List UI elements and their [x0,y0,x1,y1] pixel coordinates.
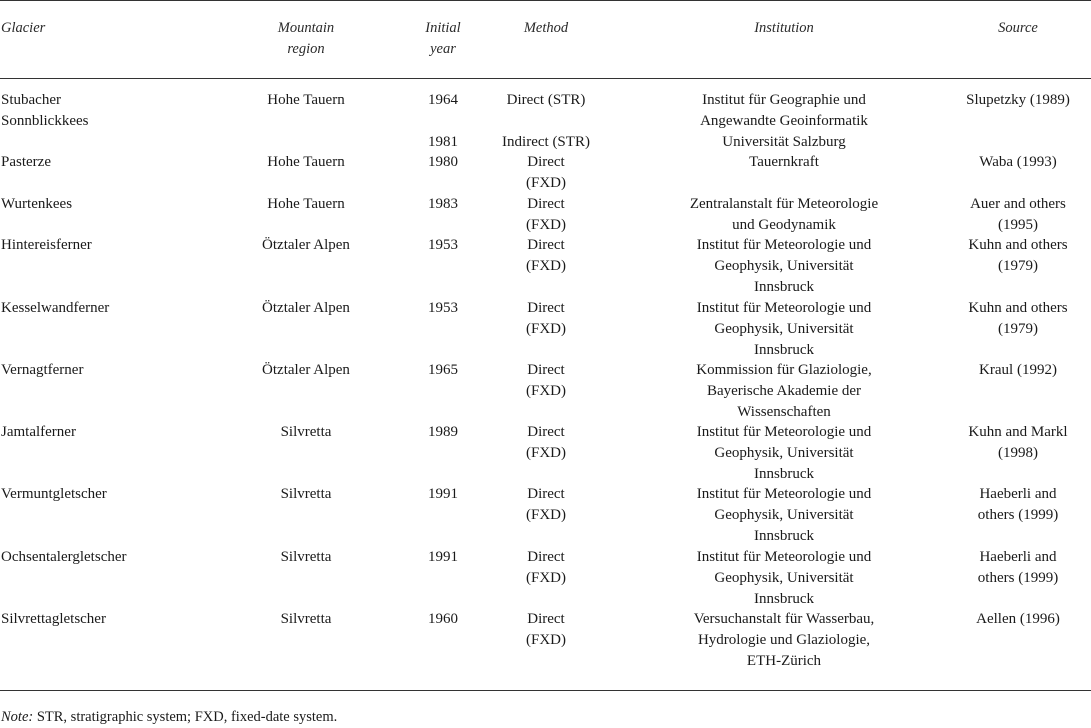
cell-source: Kuhn and others (1979) [968,300,1068,337]
cell-institution: Institut für Meteorologie und Geophysik, Universität Innsbruck [696,486,872,544]
cell-year: 1960 [428,611,458,627]
cell-method: Direct (STR) [506,92,586,108]
cell-year: 1953 [428,300,458,316]
cell-method: Direct (FXD) [526,424,566,461]
cell-year: 1980 [428,154,458,170]
cell-source: Slupetzky (1989) [966,92,1070,108]
cell-year: 1964 [428,92,458,108]
cell-source: Kraul (1992) [979,362,1057,378]
cell-method: Direct (FXD) [526,486,566,523]
cell-year: 1991 [428,549,458,565]
cell-institution: Institut für Meteorologie und Geophysik, Universität Innsbruck [696,300,872,358]
cell-source: Auer and others (1995) [970,196,1066,233]
cell-institution: Tauernkraft [749,154,819,170]
cell-source: Kuhn and others (1979) [968,237,1068,274]
cell-region: Hohe Tauern [267,196,345,212]
cell-method: Direct (FXD) [526,300,566,337]
cell-year: 1989 [428,424,458,440]
cell-year: 1965 [428,362,458,378]
cell-institution: Institut für Meteorologie und Geophysik, Universität Innsbruck [696,237,872,295]
header-initial-year: Initial year [425,20,461,57]
cell-region: Hohe Tauern [267,92,345,108]
cell-source: Aellen (1996) [976,611,1060,627]
cell-glacier: Kesselwandferner [1,300,110,316]
note-label: Note: [1,709,34,725]
cell-region: Ötztaler Alpen [262,362,350,378]
header-mountain-region: Mountain region [277,20,335,57]
header-method: Method [523,20,569,36]
cell-source: Haeberli and others (1999) [977,486,1059,523]
cell-method: Direct (FXD) [526,237,566,274]
table-header-rule [0,78,1091,79]
cell-method-second: Indirect (STR) [502,134,590,150]
table-top-rule [0,0,1091,1]
cell-glacier: Silvrettagletscher [1,611,106,627]
cell-institution: Zentralanstalt für Meteorologie und Geodynamik [689,196,879,233]
cell-region: Ötztaler Alpen [262,237,350,253]
table-note [1,707,337,728]
cell-source: Haeberli and others (1999) [977,549,1059,586]
cell-institution: Versuchanstalt für Wasserbau, Hydrologie und Glaziologie, ETH-Zürich [693,611,875,669]
cell-institution: Institut für Meteorologie und Geophysik, Universität Innsbruck [696,424,872,482]
header-institution: Institution [754,20,814,36]
cell-year: 1983 [428,196,458,212]
cell-institution: Institut für Meteorologie und Geophysik, Universität Innsbruck [696,549,872,607]
cell-glacier: Pasterze [1,154,51,170]
note-text: STR, stratigraphic system; FXD, fixed-date system. [33,709,338,725]
cell-region: Silvretta [280,424,332,440]
cell-institution: Kommission für Glaziologie, Bayerische Akademie der Wissenschaften [696,362,872,420]
cell-year: 1953 [428,237,458,253]
header-glacier: Glacier [1,20,46,36]
cell-source: Waba (1993) [979,154,1057,170]
cell-glacier: Stubacher Sonnblickkees [1,92,89,129]
header-source: Source [998,20,1038,36]
cell-year: 1991 [428,486,458,502]
cell-glacier: Vermuntgletscher [1,486,107,502]
cell-region: Silvretta [280,611,332,627]
cell-source: Kuhn and Markl (1998) [968,424,1068,461]
cell-method: Direct (FXD) [526,196,566,233]
cell-glacier: Vernagtferner [1,362,84,378]
cell-institution: Institut für Geographie und Angewandte Geoinformatik Universität Salzburg [700,92,868,150]
cell-region: Silvretta [280,549,332,565]
cell-glacier: Ochsentalergletscher [1,549,127,565]
cell-region: Silvretta [280,486,332,502]
cell-glacier: Wurtenkees [1,196,73,212]
cell-year-second: 1981 [428,134,458,150]
table-bottom-rule [0,690,1091,691]
cell-method: Direct (FXD) [526,362,566,399]
cell-method: Direct (FXD) [526,611,566,648]
cell-glacier: Jamtalferner [1,424,76,440]
cell-method: Direct (FXD) [526,549,566,586]
cell-method: Direct (FXD) [526,154,566,191]
cell-region: Hohe Tauern [267,154,345,170]
cell-region: Ötztaler Alpen [262,300,350,316]
cell-glacier: Hintereisferner [1,237,92,253]
